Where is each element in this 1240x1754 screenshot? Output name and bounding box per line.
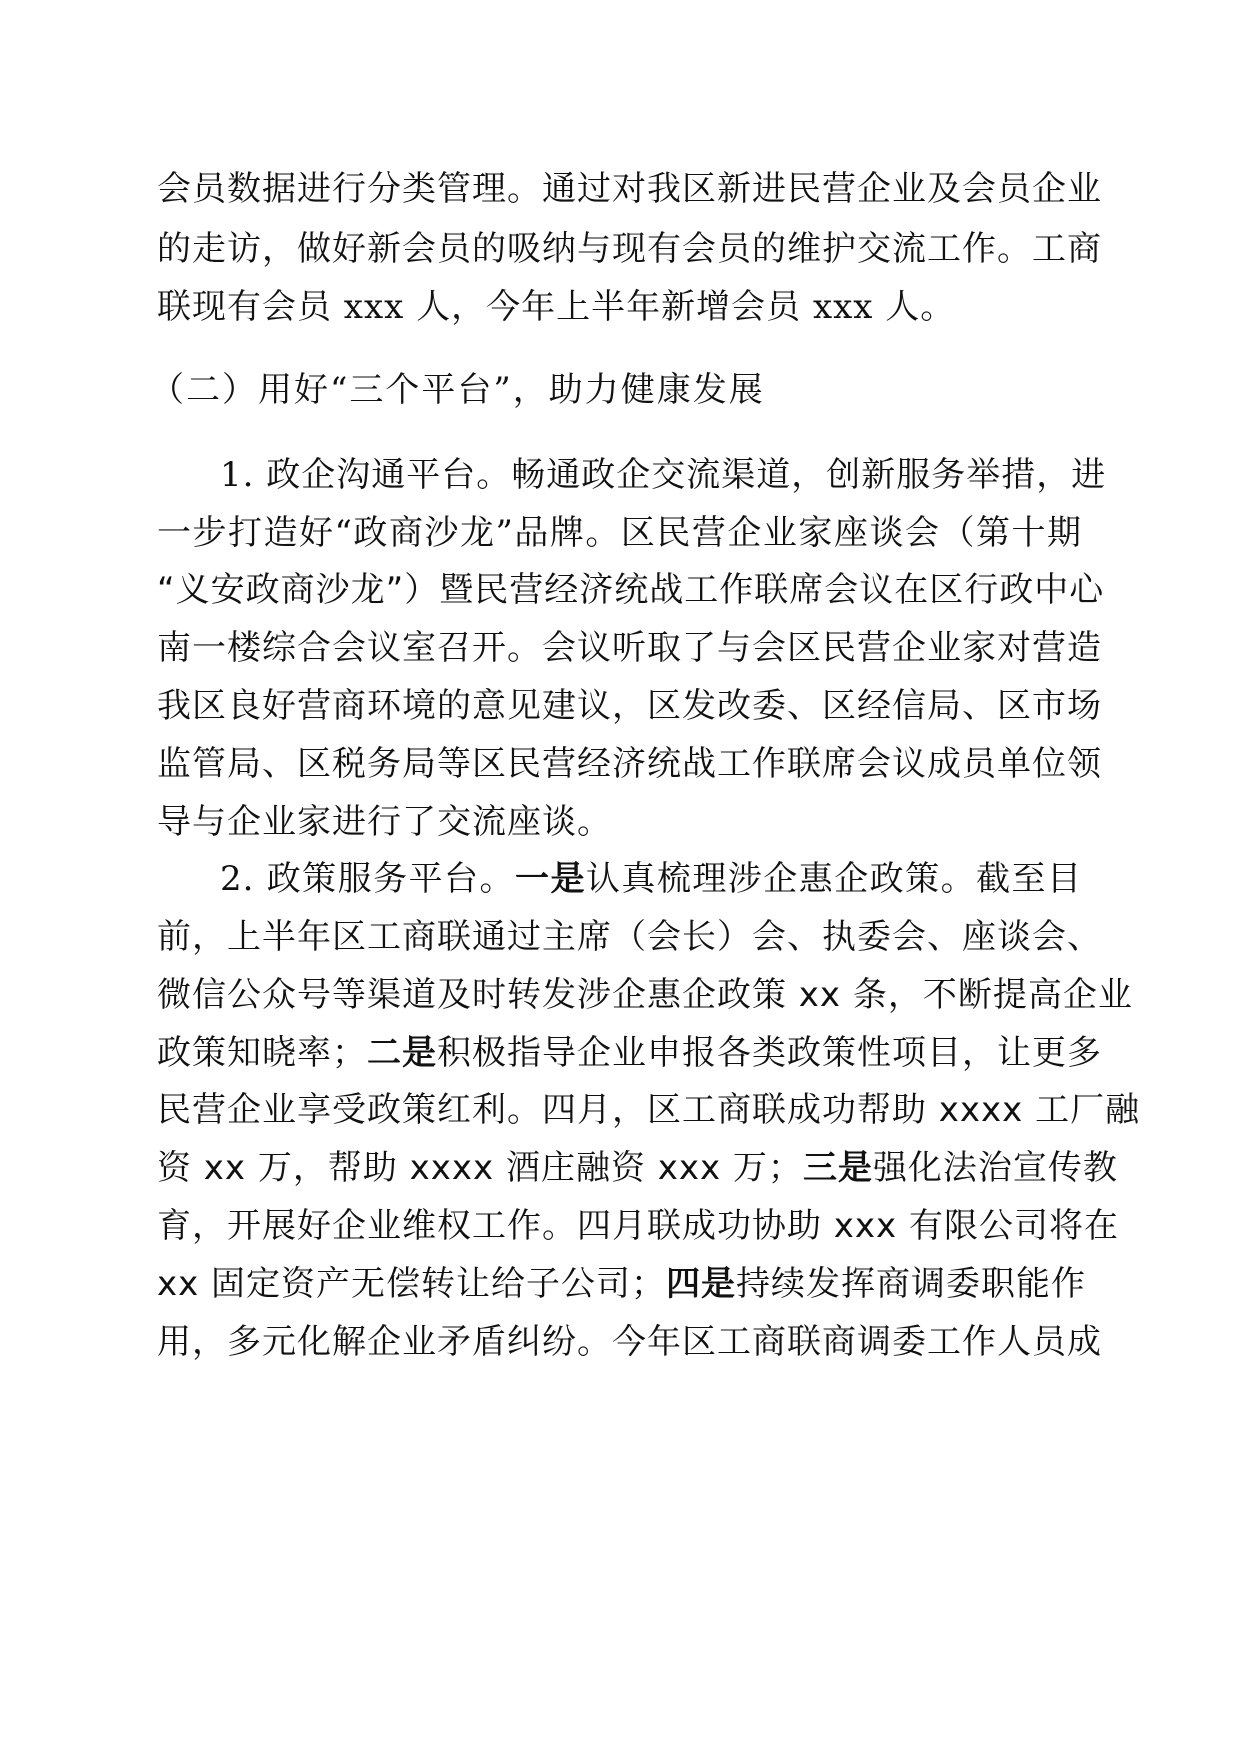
text-line: 监管局、区税务局等区民营经济统战工作联席会议成员单位领	[157, 744, 1102, 784]
bold-lead: 一是	[515, 859, 586, 899]
text-segment: 一步打造好“政商沙龙”品牌。	[157, 513, 621, 553]
text-segment: xx 固定资产无偿转让给子公司；	[157, 1264, 667, 1304]
text-segment: 育，开展好企业维权工作。四月联成功	[157, 1206, 752, 1246]
text-segment: 协助 xxx 有限公司将在	[752, 1206, 1119, 1246]
text-line: 微信公众号等渠道及时转发涉企惠企政策 xx 条，不断提高企业	[157, 975, 1133, 1015]
text-segment: 认真梳理涉企惠企政策。截至目	[585, 859, 1083, 899]
text-line: 1. 政企沟通平台。畅通政企交流渠道，创新服务举措，进	[220, 455, 1107, 495]
text-line: 民营企业享受政策红利。四月，区工商联成功帮助 xxxx 工厂融	[157, 1090, 1141, 1130]
text-segment: 积极指导企业申报各类政策性项目，让更多	[437, 1033, 1102, 1073]
bold-lead: 四是	[666, 1264, 737, 1304]
text-segment: 持续发挥商调委职能作	[736, 1264, 1087, 1304]
text-segment: 政策知晓率；	[157, 1033, 367, 1073]
text-line: 用，多元化解企业矛盾纠纷。今年区工商联商调委工作人员成	[157, 1322, 1102, 1362]
text-line: 南一楼综合会议室召开。会议听取了与会区民营企业家对营造	[157, 628, 1102, 668]
text-segment: 强化法治宣传教	[872, 1148, 1118, 1188]
section-heading: （二）用好“三个平台”，助力健康发展	[150, 370, 765, 410]
text-line: 前，上半年区工商联通过主席（会长）会、执委会、座谈会、	[157, 917, 1102, 957]
text-line: “义安政商沙龙”）暨民营经济统战工作联席会议在区行政中心	[157, 570, 1105, 610]
text-line: 的走访，做好新会员的吸纳与现有会员的维护交流工作。工商	[157, 229, 1102, 269]
bold-lead: 三是	[802, 1148, 873, 1188]
text-line: 我区良好营商环境的意见建议，区发改委、区经信局、区市场	[157, 686, 1102, 726]
bold-lead: 二是	[367, 1033, 437, 1073]
text-line: 联现有会员 xxx 人，今年上半年新增会员 xxx 人。	[157, 287, 956, 327]
text-line	[157, 1251, 1087, 1317]
text-segment: 资 xx 万，帮助 xxxx 酒庄融资 xxx 万；	[157, 1148, 803, 1188]
text-line	[157, 1135, 1118, 1201]
text-line	[220, 846, 1082, 912]
text-line: 会员数据进行分类管理。通过对我区新进民营企业及会员企业	[157, 169, 1102, 209]
text-segment: 区民营企业家座谈会（第十期	[620, 513, 1082, 553]
text-line: 导与企业家进行了交流座谈。	[157, 802, 612, 842]
text-segment: 2. 政策服务平台。	[220, 859, 515, 899]
text-line	[157, 1193, 1119, 1259]
